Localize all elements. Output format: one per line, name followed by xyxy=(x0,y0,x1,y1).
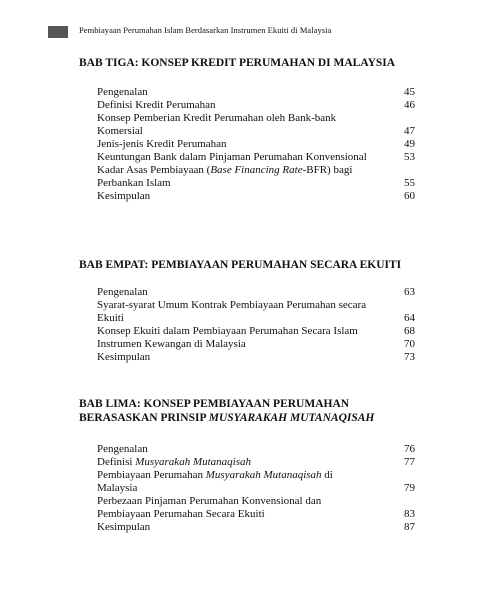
toc-entry-page: 87 xyxy=(404,521,415,533)
toc-entry-title: Konsep Pemberian Kredit Perumahan oleh Bank-bank Komersial xyxy=(97,112,337,137)
chapter-5-entries xyxy=(97,443,415,534)
toc-entry-page: 83 xyxy=(404,508,415,520)
toc-entry-title: Kesimpulan xyxy=(97,190,151,202)
toc-entry-title: Instrumen Kewangan di Malaysia xyxy=(97,338,246,350)
toc-entry-page: 47 xyxy=(404,125,415,137)
toc-entry[interactable] xyxy=(97,443,415,456)
title-part: Pembiayaan Perumahan xyxy=(97,469,206,481)
chapter-5-title-line2: BERASASKAN PRINSIP xyxy=(79,412,209,424)
toc-entry-page: 64 xyxy=(404,312,415,324)
toc-entry[interactable] xyxy=(97,495,415,521)
toc-entry-title: Definisi Kredit Perumahan xyxy=(97,99,216,111)
toc-entry-page: 77 xyxy=(404,456,415,468)
toc-entry[interactable] xyxy=(97,164,415,190)
toc-entry[interactable] xyxy=(97,299,415,325)
toc-entry[interactable] xyxy=(97,351,415,364)
toc-entry-page: 68 xyxy=(404,325,415,337)
toc-entry-title: Keuntungan Bank dalam Pinjaman Perumahan Konvensional xyxy=(97,151,367,163)
toc-entry-page: 70 xyxy=(404,338,415,350)
running-header: Pembiayaan Perumahan Islam Berdasarkan Instrumen Ekuiti di Malaysia xyxy=(79,25,332,35)
title-part: Definisi xyxy=(97,456,136,468)
toc-entry[interactable] xyxy=(97,151,415,164)
title-italic-part: Musyarakah Mutanaqisah xyxy=(205,469,322,481)
chapter-5-title-italic: MUSYARAKAH MUTANAQISAH xyxy=(208,412,375,424)
toc-entry-title: Syarat-syarat Umum Kontrak Pembiayaan Perumahan secara Ekuiti xyxy=(97,299,367,324)
toc-entry-title xyxy=(97,164,369,190)
toc-entry-title xyxy=(97,456,369,469)
toc-entry[interactable] xyxy=(97,99,415,112)
toc-entry-title: Perbezaan Pinjaman Perumahan Konvensional dan Pembiayaan Perumahan Secara Ekuiti xyxy=(97,495,322,520)
toc-entry[interactable] xyxy=(97,338,415,351)
chapter-3-title: BAB TIGA: KONSEP KREDIT PERUMAHAN DI MALAYSIA xyxy=(79,57,396,69)
toc-entry-title: Kesimpulan xyxy=(97,351,151,363)
toc-entry-page: 63 xyxy=(404,286,415,298)
chapter-3-entries xyxy=(97,86,415,203)
toc-entry-page: 49 xyxy=(404,138,415,150)
title-part: Kadar Asas Pembiayaan ( xyxy=(97,164,211,176)
toc-entry-page: 73 xyxy=(404,351,415,363)
toc-entry-page: 76 xyxy=(404,443,415,455)
title-part: di Malaysia xyxy=(97,469,333,494)
chapter-4-entries xyxy=(97,286,415,364)
toc-entry-title: Kesimpulan xyxy=(97,521,151,533)
toc-entry-title xyxy=(97,469,369,495)
toc-entry[interactable] xyxy=(97,190,415,203)
toc-entry-title: Jenis-jenis Kredit Perumahan xyxy=(97,138,227,150)
toc-entry-page: 46 xyxy=(404,99,415,111)
toc-entry-page: 53 xyxy=(404,151,415,163)
title-italic-part: Base Financing Rate xyxy=(210,164,303,176)
toc-entry[interactable] xyxy=(97,138,415,151)
chapter-4-title: BAB EMPAT: PEMBIAYAAN PERUMAHAN SECARA EKUITI xyxy=(79,259,402,271)
title-italic-part: Musyarakah Mutanaqisah xyxy=(135,456,251,468)
toc-entry[interactable] xyxy=(97,469,415,495)
toc-entry-title: Pengenalan xyxy=(97,86,148,98)
header-marker-block xyxy=(48,26,68,38)
toc-entry-title: Konsep Ekuiti dalam Pembiayaan Perumahan Secara Islam xyxy=(97,325,358,337)
title-part: -BFR) bagi Perbankan Islam xyxy=(97,164,353,189)
toc-entry[interactable] xyxy=(97,521,415,534)
toc-entry-title: Pengenalan xyxy=(97,443,148,455)
toc-entry[interactable] xyxy=(97,112,415,138)
toc-entry-page: 55 xyxy=(404,177,415,189)
toc-entry[interactable] xyxy=(97,325,415,338)
toc-entry-title: Pengenalan xyxy=(97,286,148,298)
toc-entry-page: 45 xyxy=(404,86,415,98)
toc-entry-page: 79 xyxy=(404,482,415,494)
toc-entry[interactable] xyxy=(97,286,415,299)
toc-entry[interactable] xyxy=(97,86,415,99)
toc-entry-page: 60 xyxy=(404,190,415,202)
chapter-5-title-line1: BAB LIMA: KONSEP PEMBIAYAAN PERUMAHAN xyxy=(79,398,350,410)
toc-entry[interactable] xyxy=(97,456,415,469)
chapter-5-title xyxy=(79,397,429,425)
